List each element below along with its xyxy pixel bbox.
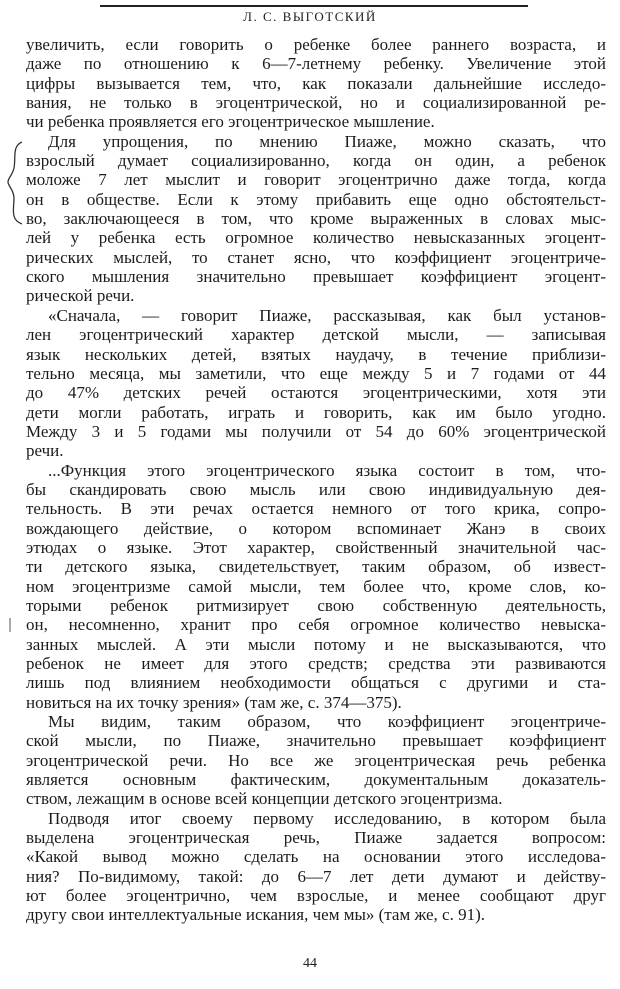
text-line: ном эгоцентризме самой мысли, тем более что, кроме слов, ко- bbox=[26, 576, 606, 596]
text-line: даже по отношению к 6—7-летнему ребенку. Увеличение этой bbox=[26, 54, 606, 74]
text-line: другу свои интеллектуальные искания, чем мы» (там же, с. 91). bbox=[26, 905, 486, 925]
text-line: торыми ребенок ритмизирует свою собственную деятельность, bbox=[26, 595, 606, 615]
text-line: во, заключающееся в том, что кроме выраженных в словах мыс- bbox=[26, 209, 606, 229]
text-line: тельно месяца, мы заметили, что еще между 5 и 7 годами от 44 bbox=[26, 363, 606, 383]
text-line: «Сначала, — говорит Пиаже, рассказывая, как был установ- bbox=[48, 305, 606, 325]
text-line: ского мышления значительно превышает коэффициент эгоцент- bbox=[26, 267, 606, 287]
text-line: увеличить, если говорить о ребенке более раннего возраста, и bbox=[26, 35, 606, 54]
text-line: цифры вызывается тем, что, как показали дальнейшие исследо- bbox=[26, 73, 606, 93]
text-line: взрослый думает социализированно, когда он один, а ребенок bbox=[26, 151, 606, 171]
text-line: Между 3 и 5 годами мы получили от 54 до 60% эгоцентрической bbox=[26, 421, 606, 441]
text-line: до 47% детских речей остаются эгоцентрическими, хотя эти bbox=[26, 383, 606, 403]
running-head: Л. С. ВЫГОТСКИЙ bbox=[243, 9, 377, 24]
margin-tick-mark bbox=[7, 618, 13, 632]
text-line: дети могли работать, играть и говорить, как им было угодно. bbox=[26, 402, 606, 422]
text-line: моложе 7 лет мыслит и говорит эгоцентрично даже тогда, когда bbox=[26, 170, 606, 190]
text-line: лен эгоцентрический характер детской мысли, — записывая bbox=[26, 325, 606, 345]
text-line: рической речи. bbox=[26, 286, 135, 306]
text-line: лей у ребенка есть огромное количество невысказанных эгоцент- bbox=[26, 228, 606, 248]
header-rule bbox=[100, 5, 528, 7]
text-line: ребенок не имеет для этого средств; средства эти развиваются bbox=[26, 654, 606, 673]
text-line: чи ребенка проявляется его эгоцентрическое мышление. bbox=[26, 112, 435, 132]
text-line: вания, не только в эгоцентрической, но и социализированной ре- bbox=[26, 93, 606, 113]
text-line: он, несомненно, хранит про себя огромное количество невыска- bbox=[26, 615, 606, 635]
text-line: Мы видим, таким образом, что коэффициент эгоцентриче- bbox=[48, 712, 606, 732]
text-line: язык нескольких детей, взятых наудачу, в течение приблизи- bbox=[26, 344, 606, 364]
text-line: вождающего действие, о котором вспоминает Жанэ в своих bbox=[26, 518, 606, 538]
text-line: ти детского языка, свидетельствует, таким образом, об извест- bbox=[26, 557, 606, 577]
text-line: ством, лежащим в основе всей концепции детского эгоцентризма. bbox=[26, 789, 503, 809]
text-line: тельность. В эти речах остается немного от того крика, сопро- bbox=[26, 499, 606, 519]
text-line: новиться на их точку зрения» (там же, с. 374—375). bbox=[26, 692, 402, 712]
text-line: лишь под влиянием необходимости общаться с другими и ста- bbox=[26, 673, 606, 693]
text-line: «Какой вывод можно сделать на основании этого исследова- bbox=[26, 847, 606, 867]
text-line: ния? По-видимому, такой: до 6—7 лет дети думают и действу- bbox=[26, 866, 606, 886]
text-line: бы скандировать свою мысль или свою индивидуальную дея- bbox=[26, 479, 606, 499]
text-line: ют более эгоцентрично, чем взрослые, и менее сообщают друг bbox=[26, 886, 606, 906]
text-line: он в обществе. Если к этому прибавить еще одно обстоятельст- bbox=[26, 189, 606, 209]
text-line: является основным фактическим, документальным доказатель- bbox=[26, 770, 606, 790]
text-line: занных мыслей. А эти мысли потому и не высказываются, что bbox=[26, 634, 606, 654]
text-line: этюдах о языке. Этот характер, свойственный значительной час- bbox=[26, 537, 606, 557]
text-line: Подводя итог своему первому исследованию, в котором была bbox=[48, 808, 606, 828]
text-line: выделена эгоцентрическая речь, Пиаже задается вопросом: bbox=[26, 828, 606, 848]
margin-brace-mark bbox=[4, 140, 26, 226]
text-line: рических мыслей, то станет ясно, что коэффициент эгоцентриче- bbox=[26, 247, 606, 267]
text-line: речи. bbox=[26, 441, 64, 461]
text-line: Для упрощения, по мнению Пиаже, можно сказать, что bbox=[48, 131, 606, 151]
page-number: 44 bbox=[303, 956, 317, 971]
text-line: эгоцентрической речи. Но все же эгоцентрическая речь ребенка bbox=[26, 750, 606, 770]
text-line: ...Функция этого эгоцентрического языка состоит в том, что- bbox=[48, 460, 606, 480]
text-line: ской мысли, по Пиаже, значительно превышает коэффициент bbox=[26, 731, 606, 751]
body-text bbox=[26, 35, 606, 925]
